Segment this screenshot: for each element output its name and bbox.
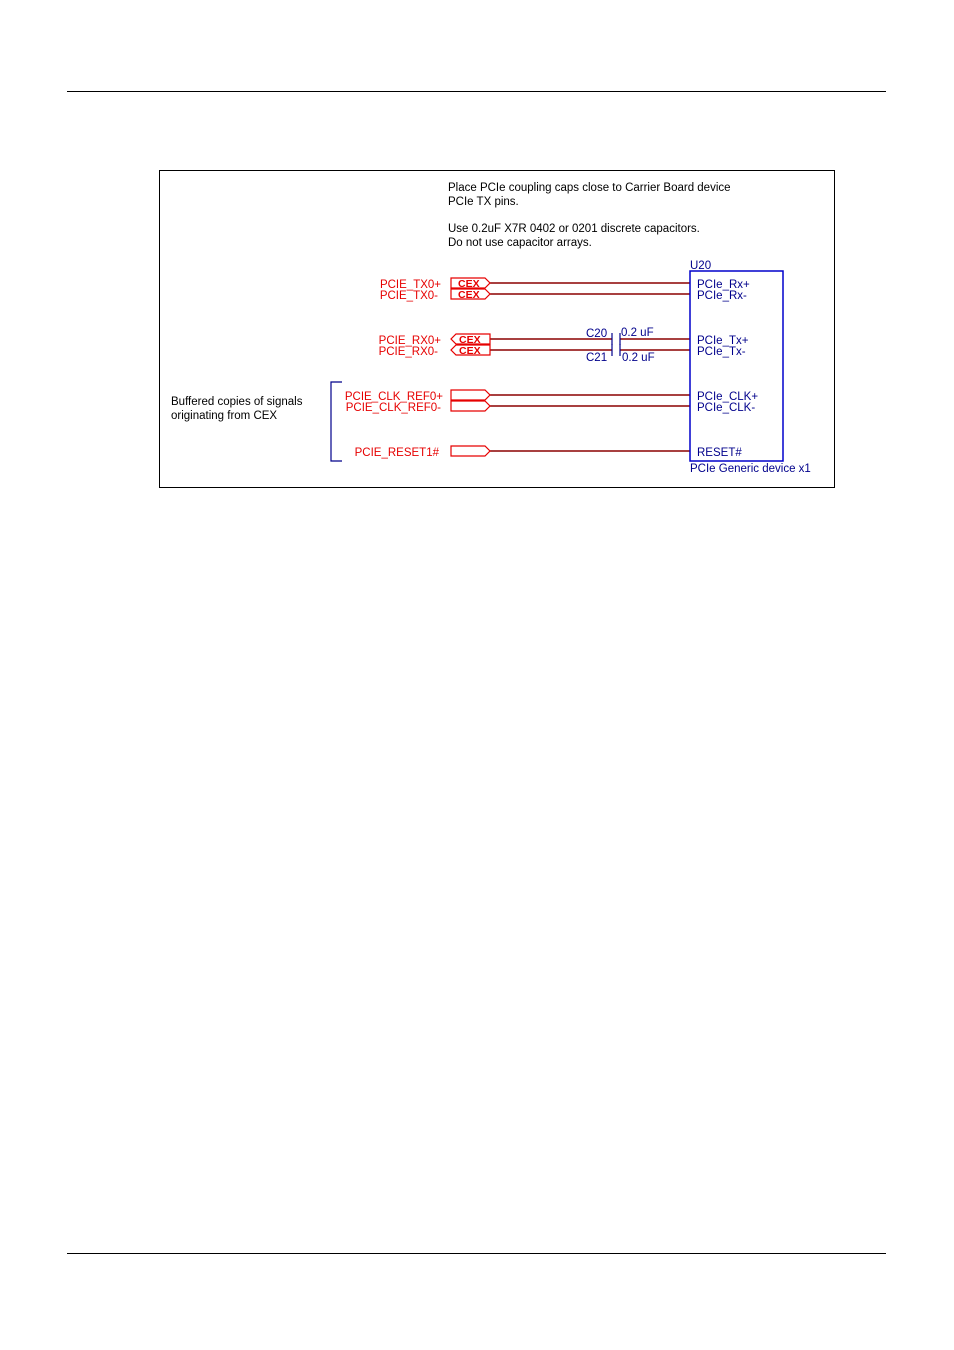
connector-clk-p <box>451 390 490 400</box>
device-name: PCIe Generic device x1 <box>690 463 811 475</box>
c20-value: 0.2 uF <box>621 327 654 339</box>
schematic-frame <box>160 171 835 488</box>
placement-note-line-4: Do not use capacitor arrays. <box>448 237 592 249</box>
connector-clk-n <box>451 401 490 411</box>
c21-ref: C21 <box>586 352 608 364</box>
buffered-note <box>171 396 303 422</box>
pin-rx-p: PCIe_Rx+ <box>697 279 750 291</box>
wires <box>490 283 690 451</box>
footer-rule <box>67 1253 886 1254</box>
connector-rx-n-tag: CEX <box>459 345 481 357</box>
buffered-bracket <box>331 382 342 461</box>
c21-value: 0.2 uF <box>622 352 655 364</box>
pin-tx-n: PCIe_Tx- <box>697 346 746 358</box>
placement-note-line-2: PCIe TX pins. <box>448 196 519 208</box>
connector-tx-p-tag: CEX <box>458 278 480 290</box>
pin-clk-n: PCIe_CLK- <box>697 402 756 414</box>
pin-reset: RESET# <box>697 447 742 459</box>
pin-tx-p: PCIe_Tx+ <box>697 335 749 347</box>
net-label-clk-n: PCIE_CLK_REF0- <box>345 402 441 414</box>
net-label-tx-n: PCIE_TX0- <box>379 290 438 302</box>
connector-rx-p-tag: CEX <box>459 334 481 346</box>
pin-clk-p: PCIe_CLK+ <box>697 391 759 403</box>
buffered-note-line-1: Buffered copies of signals <box>171 396 303 408</box>
placement-note-line-1: Place PCIe coupling caps close to Carrier Board device <box>448 182 731 194</box>
net-label-clk-p: PCIE_CLK_REF0+ <box>344 391 443 403</box>
capacitor-c21 <box>612 344 620 356</box>
connector-tx-n-tag: CEX <box>458 289 480 301</box>
placement-note <box>448 182 731 249</box>
pin-rx-n: PCIe_Rx- <box>697 290 747 302</box>
c20-ref: C20 <box>586 328 608 340</box>
net-label-tx-p: PCIE_TX0+ <box>379 279 441 291</box>
buffered-note-line-2: originating from CEX <box>171 410 278 422</box>
connector-reset <box>451 446 490 456</box>
placement-note-line-3: Use 0.2uF X7R 0402 or 0201 discrete capacitors. <box>448 223 700 235</box>
net-label-rx-p: PCIE_RX0+ <box>378 335 441 347</box>
capacitor-c20 <box>612 333 620 345</box>
net-label-rx-n: PCIE_RX0- <box>378 346 438 358</box>
device-ref: U20 <box>690 260 712 272</box>
net-label-reset: PCIE_RESET1# <box>354 447 439 459</box>
